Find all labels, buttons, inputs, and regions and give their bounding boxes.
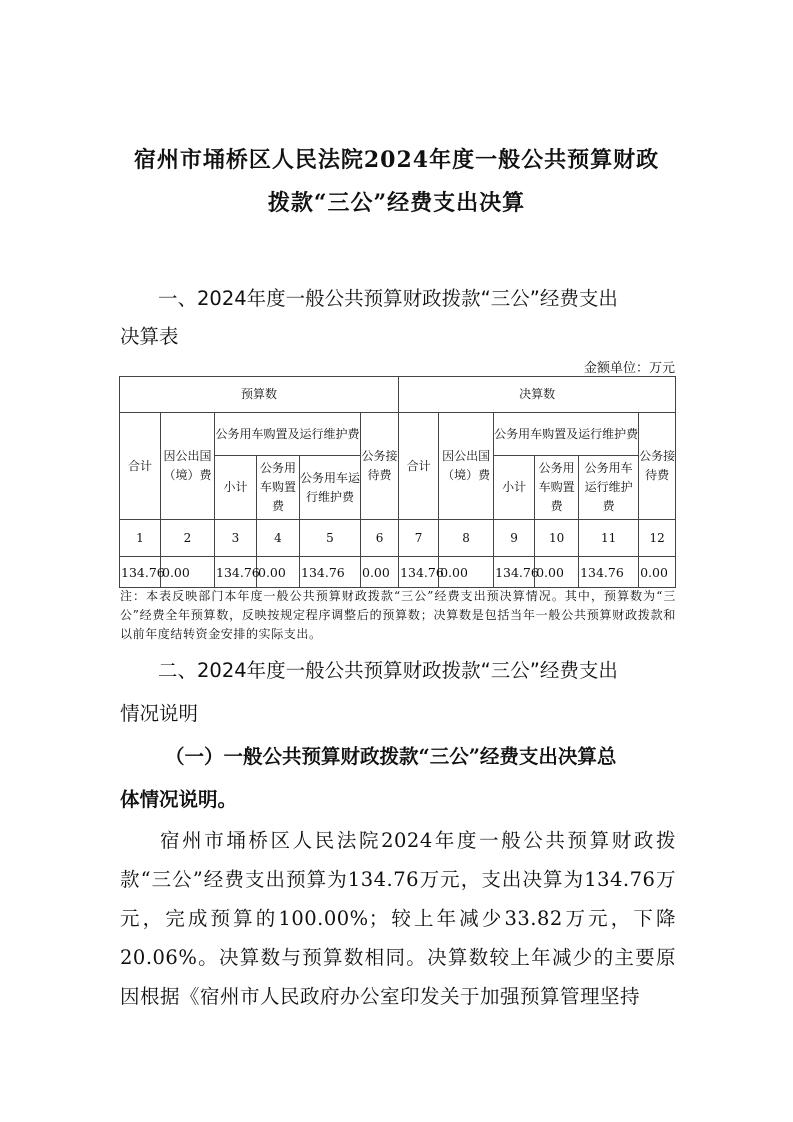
col-number: 11: [579, 520, 639, 557]
final-car-running-header: 公务用车运行维护费: [579, 456, 639, 520]
col-number: 6: [361, 520, 399, 557]
budget-total-header: 合计: [120, 413, 161, 520]
section1-heading-line2: 决算表: [120, 325, 179, 348]
col-number: 5: [300, 520, 361, 557]
section1-heading-line1: 一、2024年度一般公共预算财政拨款“三公”经费支出: [158, 287, 618, 310]
budget-abroad-header: 因公出国（境）费: [161, 413, 215, 520]
value-cell: 0.00: [439, 557, 494, 588]
value-cell: 0.00: [161, 557, 215, 588]
summary-paragraph: 宿州市埇桥区人民法院2024年度一般公共预算财政拨款“三公”经费支出预算为134.76万元，支出决算为134.76万元，完成预算的100.00%；较上年减少33.82万元，下降20.06%。决算数与预算数相同。决算数较上年减少的主要原因根据《宿州市人民政府办公室印发关于加强预算管理坚持: [120, 829, 676, 1008]
value-cell: 134.76: [579, 557, 639, 588]
budget-reception-header: 公务接待费: [361, 413, 399, 520]
value-cell: 134.76: [215, 557, 257, 588]
col-number: 9: [494, 520, 535, 557]
section2-heading-line2: 情况说明: [120, 702, 199, 725]
col-number: 12: [639, 520, 676, 557]
value-cell: 0.00: [257, 557, 300, 588]
value-cell: 0.00: [639, 557, 676, 588]
value-cell: 134.76: [399, 557, 439, 588]
subsection1-heading-line2: 体情况说明。: [120, 788, 238, 811]
document-title-line2: 拨款“三公”经费支出决算: [267, 190, 526, 216]
budget-subtotal-header: 小计: [215, 456, 257, 520]
final-car-purchase-header: 公务用车购置费: [535, 456, 579, 520]
value-cell: 134.76: [494, 557, 535, 588]
unit-label: 金额单位：万元: [583, 361, 675, 376]
budget-car-group-header: 公务用车购置及运行维护费: [215, 413, 361, 456]
value-cell: 134.76: [300, 557, 361, 588]
col-number: 10: [535, 520, 579, 557]
budget-car-running-header: 公务用车运行维护费: [300, 456, 361, 520]
final-car-group-header: 公务用车购置及运行维护费: [494, 413, 639, 456]
value-cell: 134.76: [120, 557, 161, 588]
col-number: 8: [439, 520, 494, 557]
final-header: 决算数: [399, 377, 676, 413]
document-title-line1: 宿州市埇桥区人民法院2024年度一般公共预算财政: [133, 147, 660, 173]
values-row: [120, 557, 676, 588]
col-number: 7: [399, 520, 439, 557]
final-total-header: 合计: [399, 413, 439, 520]
budget-header: 预算数: [120, 377, 399, 413]
budget-car-purchase-header: 公务用车购置费: [257, 456, 300, 520]
final-subtotal-header: 小计: [494, 456, 535, 520]
table-note: 注：本表反映部门本年度一般公共预算财政拨款“三公”经费支出预决算情况。其中，预算数为“三公”经费全年预算数，反映按规定程序调整后的预算数；决算数是包括当年一般公共预算财政拨款和以前年度结转资金安排的实际支出。: [120, 589, 676, 641]
final-reception-header: 公务接待费: [639, 413, 676, 520]
value-cell: 0.00: [535, 557, 579, 588]
final-abroad-header: 因公出国（境）费: [439, 413, 494, 520]
col-number: 2: [161, 520, 215, 557]
section2-heading-line1: 二、2024年度一般公共预算财政拨款“三公”经费支出: [158, 659, 618, 682]
col-number: 4: [257, 520, 300, 557]
column-number-row: [120, 520, 676, 557]
col-number: 3: [215, 520, 257, 557]
subsection1-heading-line1: （一）一般公共预算财政拨款“三公”经费支出决算总: [165, 745, 617, 768]
value-cell: 0.00: [361, 557, 399, 588]
three-public-expenses-table: [119, 376, 676, 588]
col-number: 1: [120, 520, 161, 557]
